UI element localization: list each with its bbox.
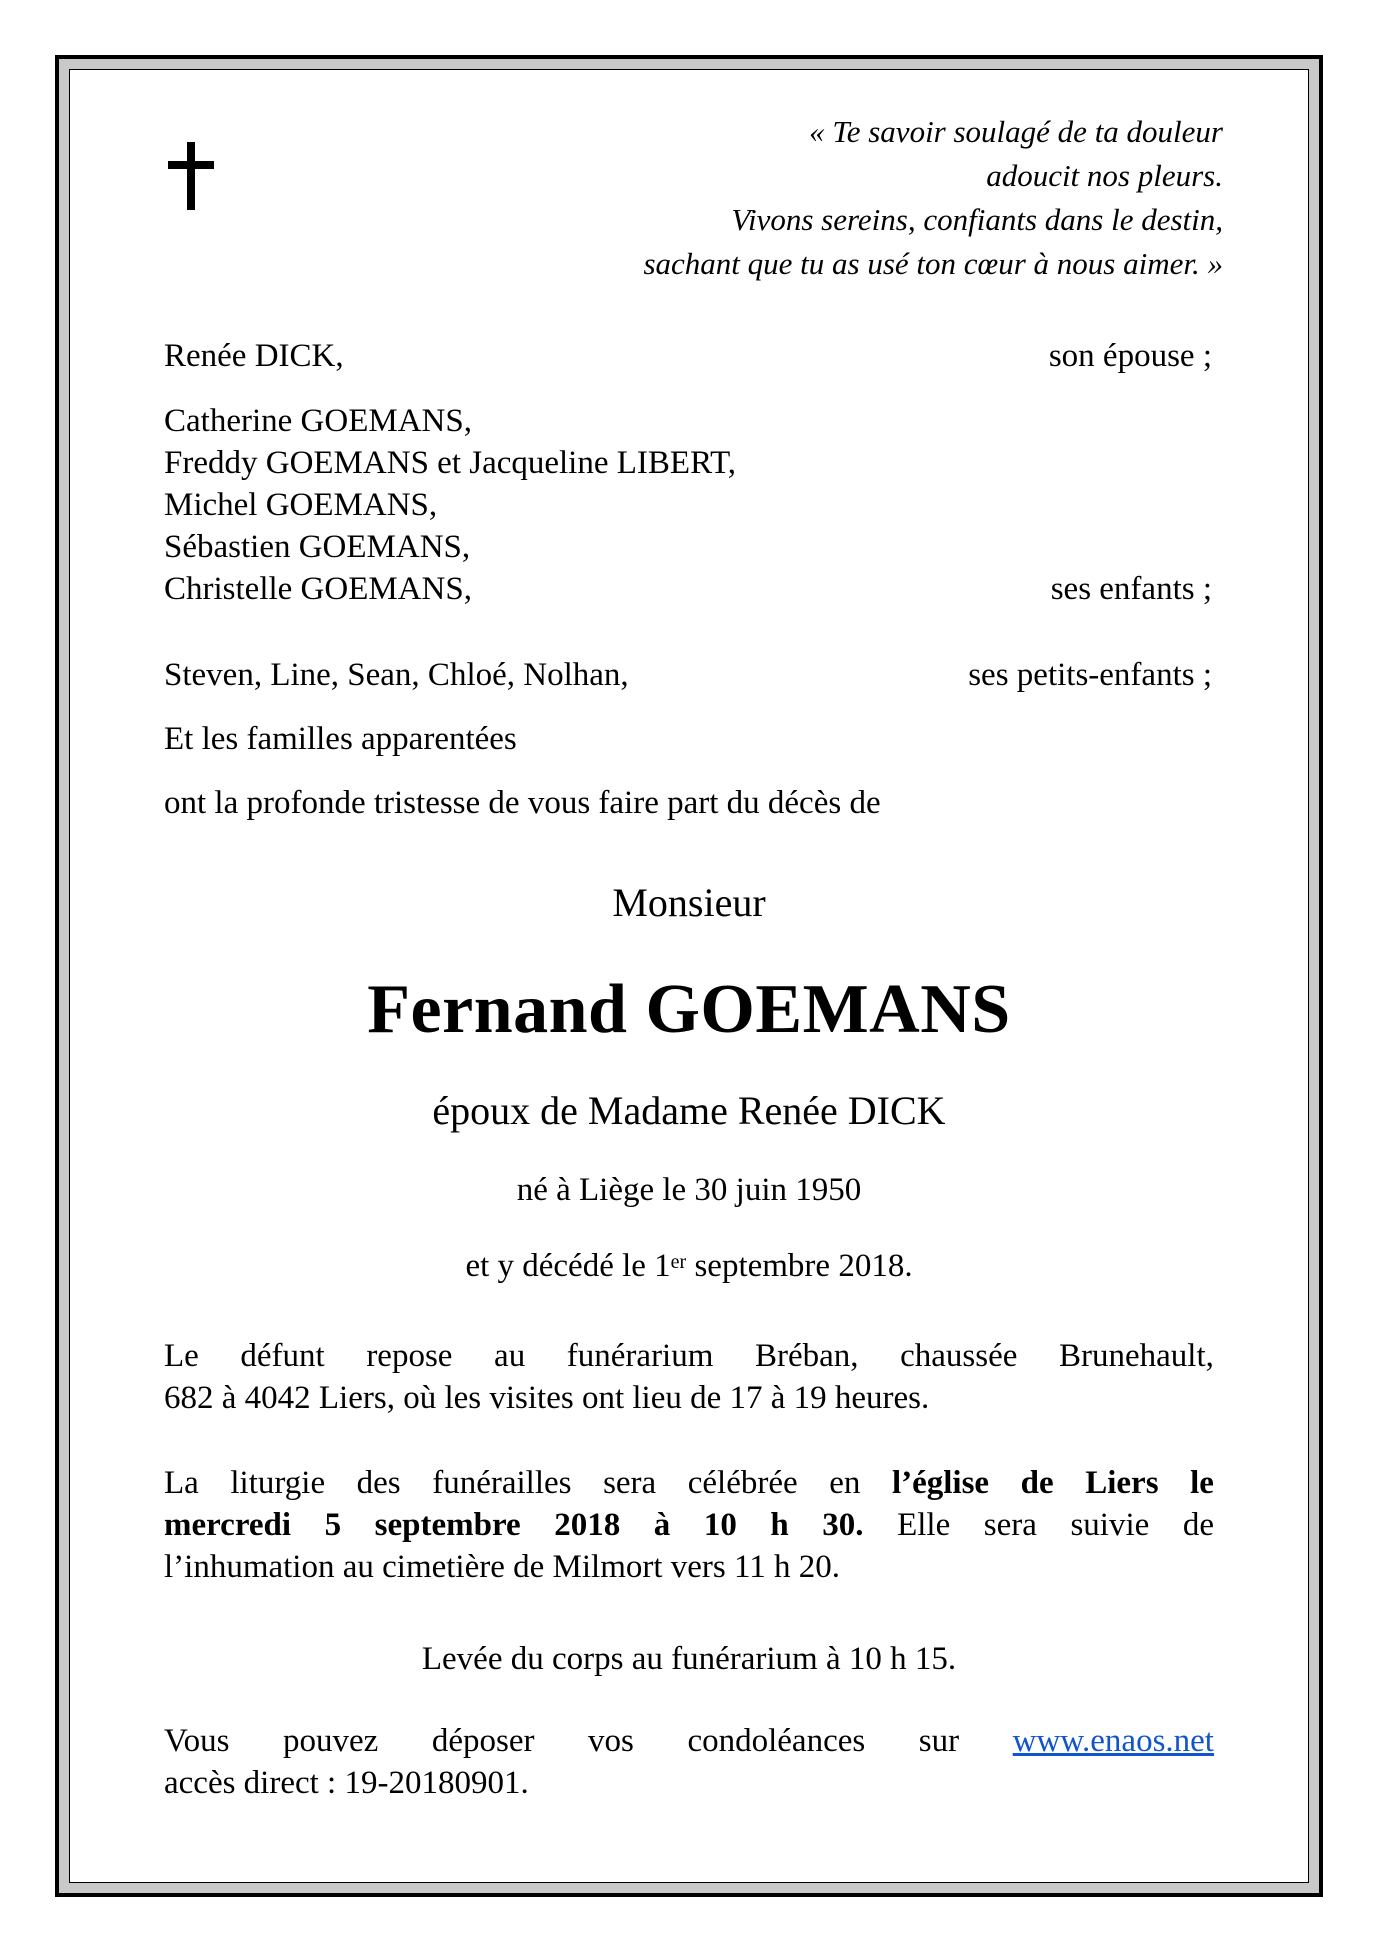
epigraph-quote [463,110,1223,286]
bold-word: mercredi [164,1507,292,1543]
word: La [164,1465,199,1501]
direct-access-line: accès direct : 19-20180901. [164,1765,529,1801]
child-name: Sébastien GOEMANS, [164,529,471,565]
spouse-name: Renée DICK, [164,338,344,374]
deceased-spouse-line: époux de Madame Renée DICK [432,1088,946,1133]
bold-word: à [653,1507,671,1543]
bold-word: Liers [1085,1465,1159,1501]
word: Le [164,1338,199,1374]
bold-word: le [1190,1465,1214,1501]
levee-paragraph [164,1638,1214,1680]
child-name: Michel GOEMANS, [164,487,438,523]
announcement-block [164,782,1214,824]
levee-line: Levée du corps au funérarium à 10 h 15. [421,1641,957,1677]
bold-word: 30. [822,1507,864,1543]
child-name: Christelle GOEMANS, [164,571,472,607]
grandchildren-role: ses petits-enfants ; [968,657,1212,693]
word: Brunehault, [1059,1338,1214,1374]
word: Elle [897,1507,951,1543]
deceased-name: Fernand GOEMANS [367,971,1011,1048]
quote-line: adoucit nos pleurs. [986,158,1223,193]
child-name: Catherine GOEMANS, [164,403,472,439]
birth-line: né à Liège le 30 juin 1950 [516,1172,862,1208]
word: Vous [164,1723,230,1759]
spouse-role: son épouse ; [1048,338,1212,374]
word: vos [588,1723,634,1759]
word: célébrée [687,1465,798,1501]
condolences-paragraph [164,1720,1214,1804]
word: funérarium [566,1338,714,1374]
death-suffix: septembre 2018. [686,1248,913,1284]
word: déposer [431,1723,535,1759]
bold-word: l’église [891,1465,990,1501]
word: Bréban, [755,1338,859,1374]
bold-word: 2018 [554,1507,621,1543]
announcement-line: ont la profonde tristesse de vous faire part du décès de [164,785,881,821]
word: sera [603,1465,657,1501]
word: sur [918,1723,960,1759]
word: défunt [240,1338,325,1374]
spouse-block [164,335,1214,377]
families-block [164,718,1214,760]
bold-word: 5 [324,1507,342,1543]
liturgy-line-3: l’inhumation au cimetière de Milmort vers 11 h 20. [164,1549,841,1585]
word: condoléances [687,1723,866,1759]
grandchildren-names: Steven, Line, Sean, Chloé, Nolhan, [164,657,629,693]
death-line [164,1244,1214,1288]
children-role: ses enfants ; [1050,571,1212,607]
death-ordinal: er [670,1251,687,1273]
child-name: Freddy GOEMANS et Jacqueline LIBERT, [164,445,737,481]
bold-word: de [1020,1465,1054,1501]
children-block [164,400,1214,610]
death-prefix: et y décédé le 1 [465,1248,671,1284]
deceased-title: Monsieur [612,880,766,925]
word: liturgie [230,1465,326,1501]
word: repose [366,1338,453,1374]
word: de [1182,1507,1214,1543]
word: au [494,1338,526,1374]
visitation-line-2: 682 à 4042 Liers, où les visites ont lieu de 17 à 19 heures. [164,1380,930,1416]
word: suivie [1070,1507,1150,1543]
liturgy-paragraph [164,1462,1214,1588]
quote-line: Vivons sereins, confiants dans le destin, [731,202,1223,237]
bold-word: h [770,1507,789,1543]
word: sera [983,1507,1037,1543]
quote-line: sachant que tu as usé ton cœur à nous aimer. » [643,246,1223,281]
families-line: Et les familles apparentées [164,721,517,757]
visitation-paragraph [164,1335,1214,1419]
word: en [829,1465,861,1501]
word: chaussée [900,1338,1018,1374]
cross-icon [168,142,218,210]
word: funérailles [432,1465,572,1501]
bold-word: 10 [703,1507,737,1543]
word: des [356,1465,401,1501]
bold-word: septembre [374,1507,521,1543]
grandchildren-block [164,654,1214,696]
quote-line: « Te savoir soulagé de ta douleur [809,114,1223,149]
enaos-link[interactable]: www.enaos.net [1012,1723,1214,1759]
word: pouvez [282,1723,379,1759]
